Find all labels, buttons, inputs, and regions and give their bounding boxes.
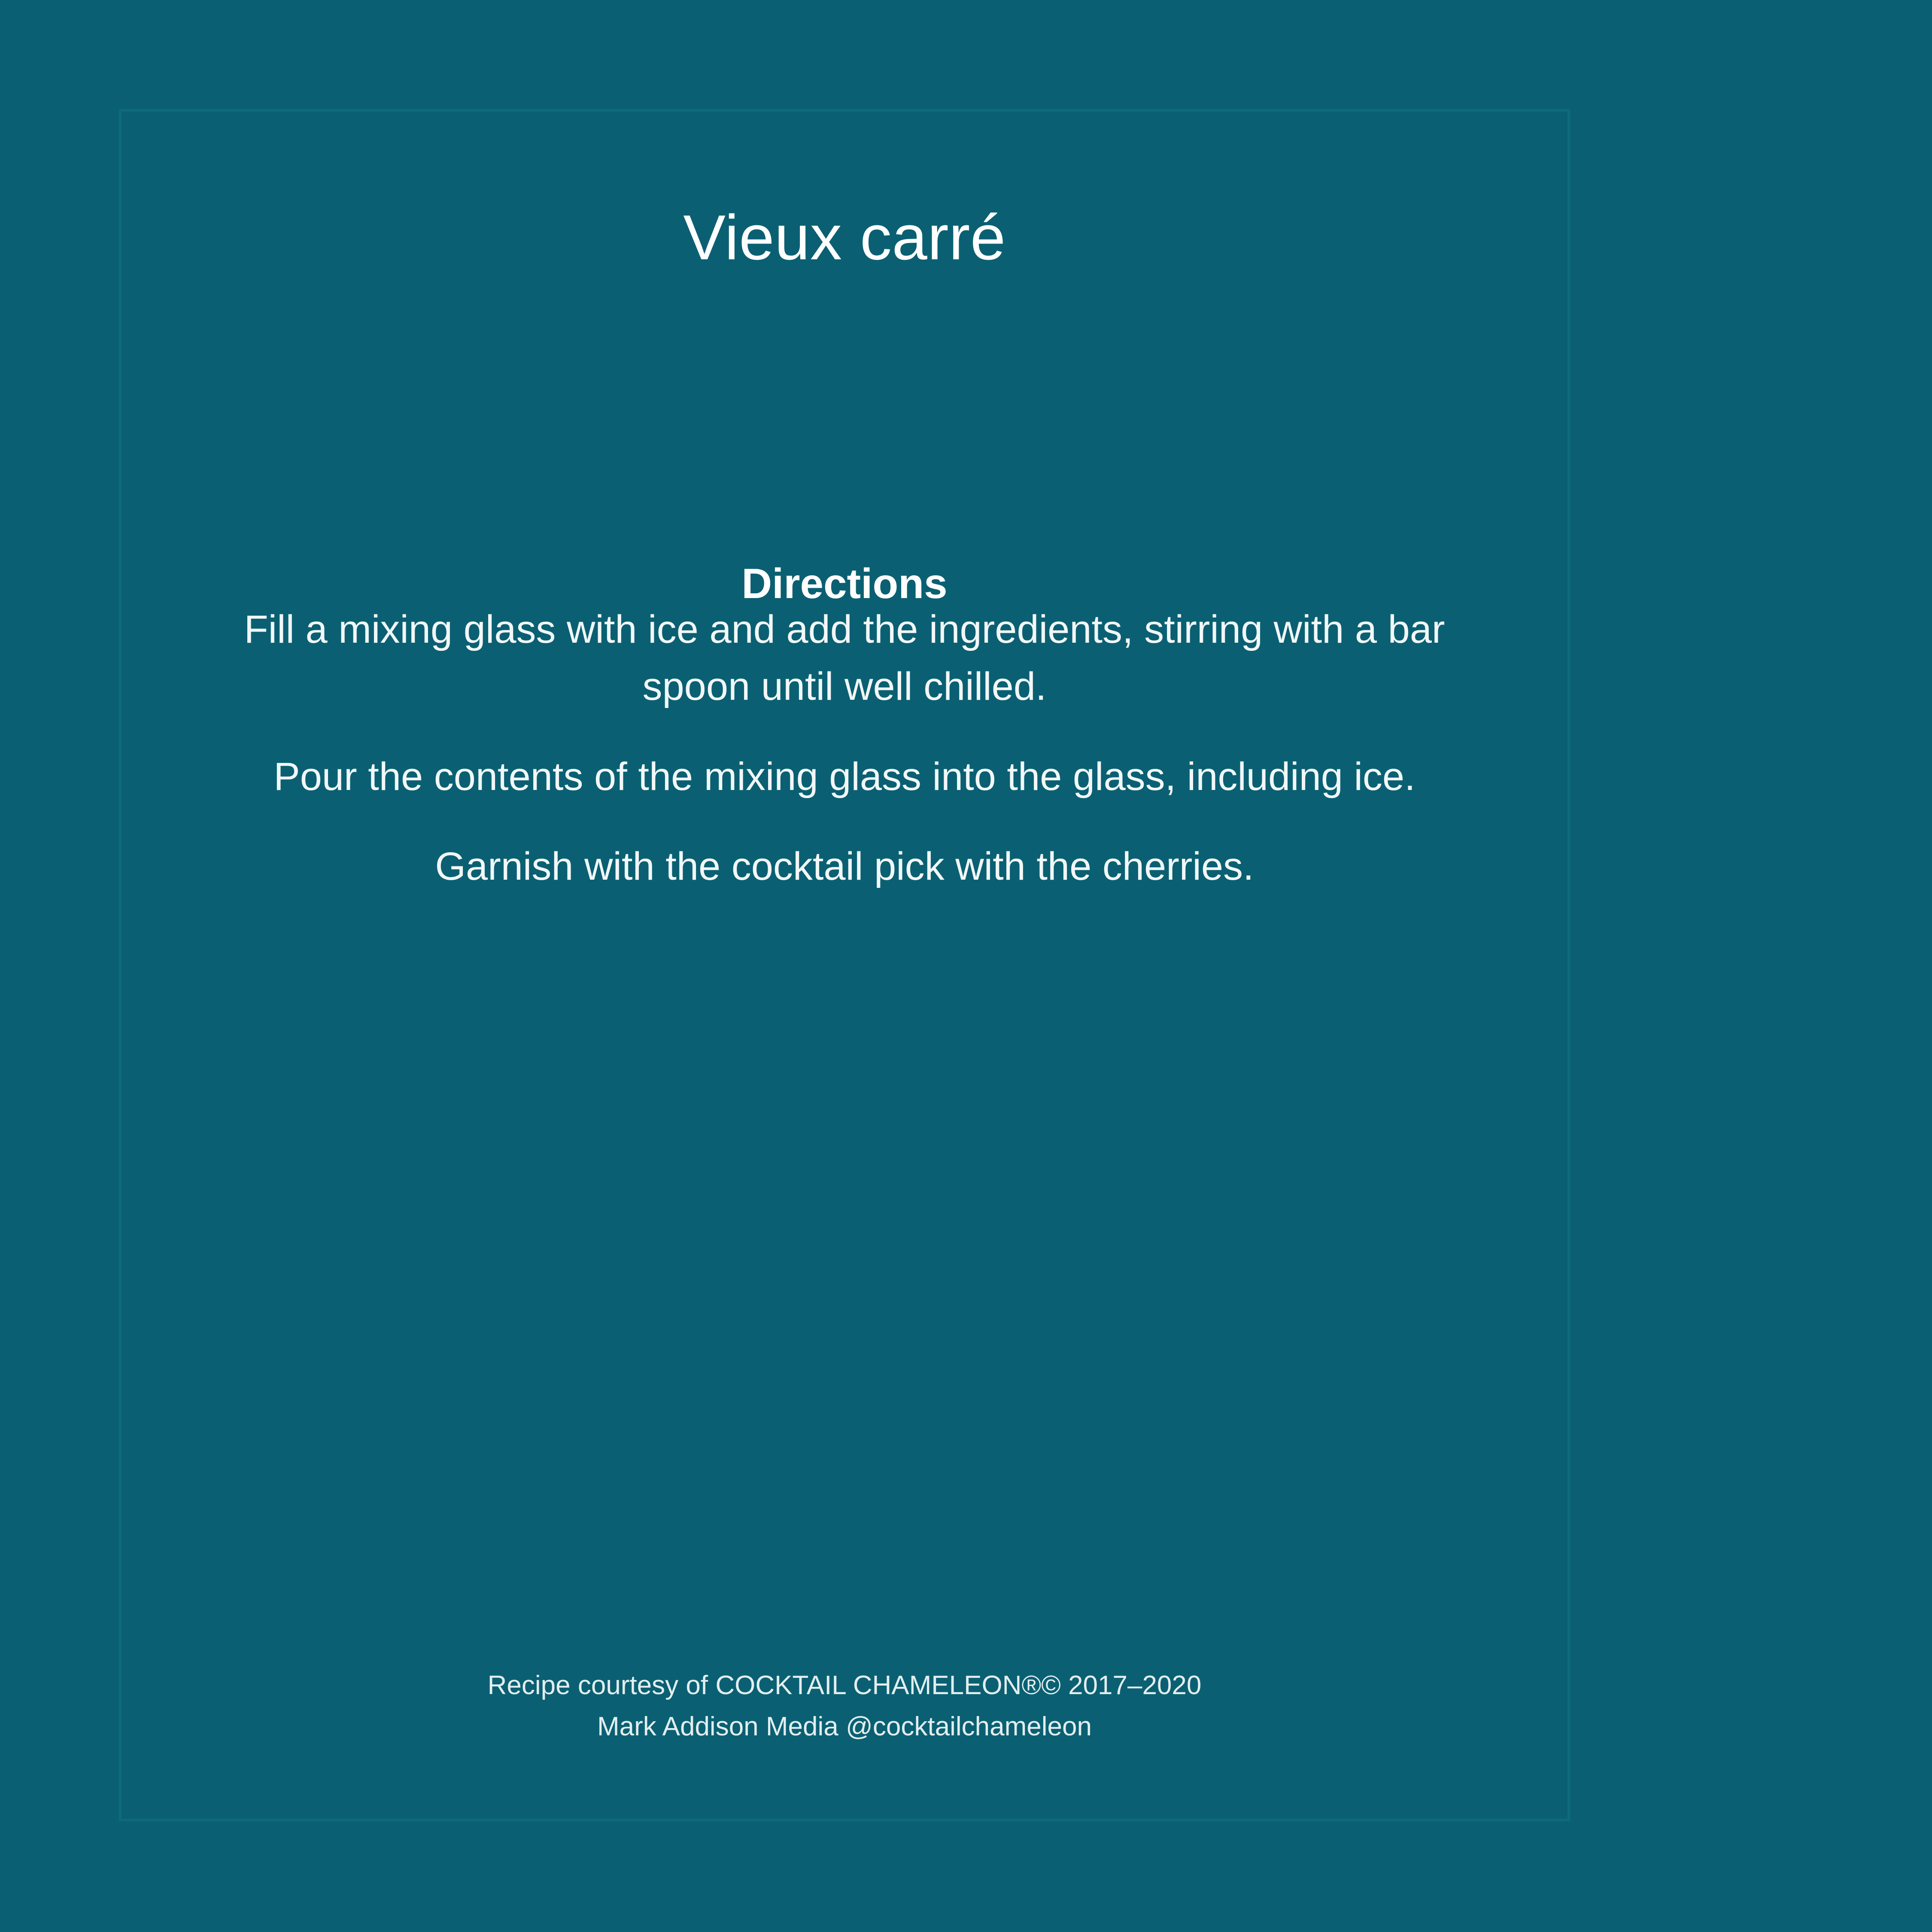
page-title: Vieux carré	[683, 202, 1006, 273]
recipe-card-inner	[122, 112, 1567, 1819]
footer-credit-line-2: Mark Addison Media @cocktailchameleon	[597, 1711, 1092, 1741]
footer-credit	[122, 1665, 1567, 1747]
directions-list	[222, 601, 1467, 896]
recipe-card	[119, 109, 1570, 1821]
directions-heading: Directions	[741, 560, 948, 608]
footer-credit-line-1: Recipe courtesy of COCKTAIL CHAMELEON®© 2017–2020	[487, 1670, 1202, 1700]
directions-step: Garnish with the cocktail pick with the cherries.	[435, 844, 1254, 889]
directions-step: Pour the contents of the mixing glass into the glass, including ice.	[273, 754, 1416, 799]
directions-step: Fill a mixing glass with ice and add the ingredients, stirring with a bar spoon until well chilled.	[244, 608, 1445, 709]
